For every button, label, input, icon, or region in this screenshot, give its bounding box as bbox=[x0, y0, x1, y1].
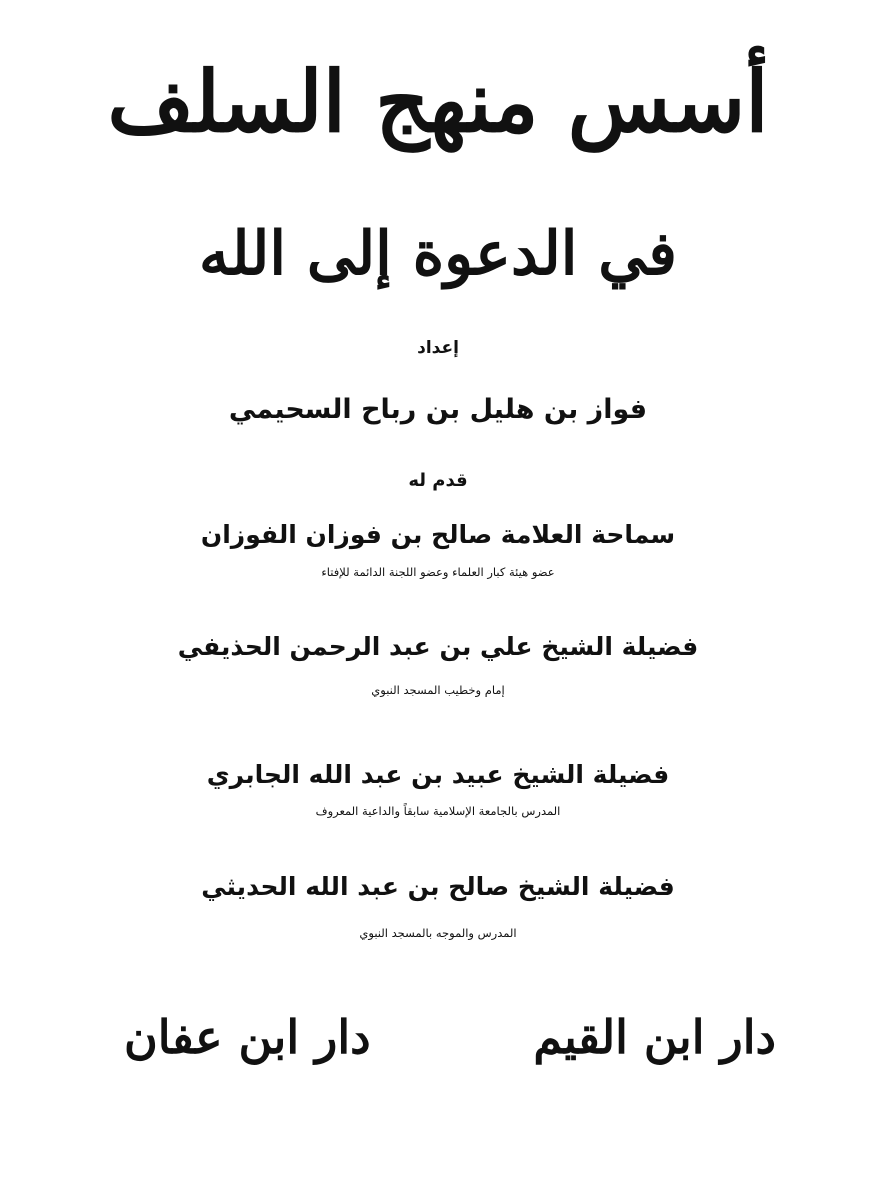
sheikh-title-note: عضو هيئة كبار العلماء وعضو اللجنة الدائمة للإفتاء bbox=[321, 565, 555, 579]
sheikh-name: فضيلة الشيخ علي بن عبد الرحمن الحذيفي bbox=[177, 632, 699, 661]
sheikh-title-note: إمام وخطيب المسجد النبوي bbox=[371, 683, 505, 697]
book-subtitle: في الدعوة إلى الله bbox=[199, 219, 677, 289]
book-title: أسس منهج السلف bbox=[107, 52, 769, 151]
sheikh-name: فضيلة الشيخ عبيد بن عبد الله الجابري bbox=[206, 760, 670, 789]
publisher-ibn-al-qayyim: دار ابن القيم bbox=[533, 1010, 776, 1064]
sheikh-name: فضيلة الشيخ صالح بن عبد الله الحديثي bbox=[201, 872, 675, 901]
sheikh-title-note: المدرس والموجه بالمسجد النبوي bbox=[359, 926, 517, 940]
sheikh-name: سماحة العلامة صالح بن فوزان الفوزان bbox=[200, 520, 676, 549]
introduced-by-label: قدم له bbox=[408, 470, 468, 491]
prepared-by-label: إعداد bbox=[417, 338, 459, 358]
sheikh-title-note: المدرس بالجامعة الإسلامية سابقاً والداعية المعروف bbox=[315, 804, 561, 818]
publisher-ibn-affan: دار ابن عفان bbox=[124, 1010, 371, 1064]
author-name: فواز بن هليل بن رباح السحيمي bbox=[228, 394, 648, 425]
